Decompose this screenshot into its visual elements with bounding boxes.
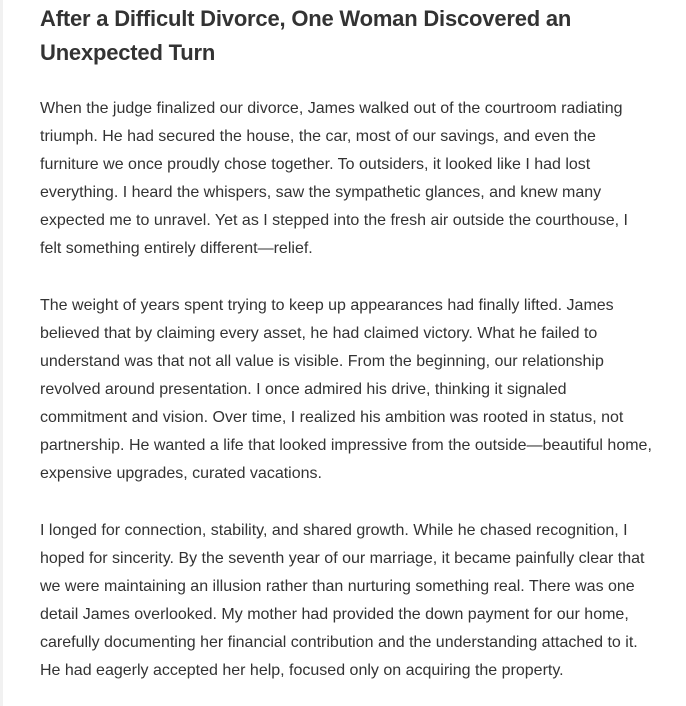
page-left-border [0, 0, 3, 706]
article-title: After a Difficult Divorce, One Woman Discovered an Unexpected Turn [40, 6, 572, 65]
article [40, 0, 652, 685]
article-paragraph-1: When the judge finalized our divorce, James walked out of the courtroom radiating triumph. He had secured the house, the car, most of our savings, and even the furniture we once proudly chose together. To outsiders, it looked like I had lost everything. I heard the whispers, saw the sympathetic glances, and knew many expected me to unravel. Yet as I stepped into the fresh air outside the courthouse, I felt something entirely different—relief. [40, 100, 628, 257]
article-paragraph-2: The weight of years spent trying to keep up appearances had finally lifted. James believed that by claiming every asset, he had claimed victory. What he failed to understand was that not all value is visible. From the beginning, our relationship revolved around presentation. I once admired his drive, thinking it signaled commitment and vision. Over time, I realized his ambition was rooted in status, not partnership. He wanted a life that looked impressive from the outside—beautiful home, expensive upgrades, curated vacations. [40, 297, 652, 482]
article-paragraph-3: I longed for connection, stability, and shared growth. While he chased recognition, I hoped for sincerity. By the seventh year of our marriage, it became painfully clear that we were maintaining an illusion rather than nurturing something real. There was one detail James overlooked. My mother had provided the down payment for our home, carefully documenting her financial contribution and the understanding attached to it. He had eagerly accepted her help, focused only on acquiring the property. [40, 522, 645, 679]
